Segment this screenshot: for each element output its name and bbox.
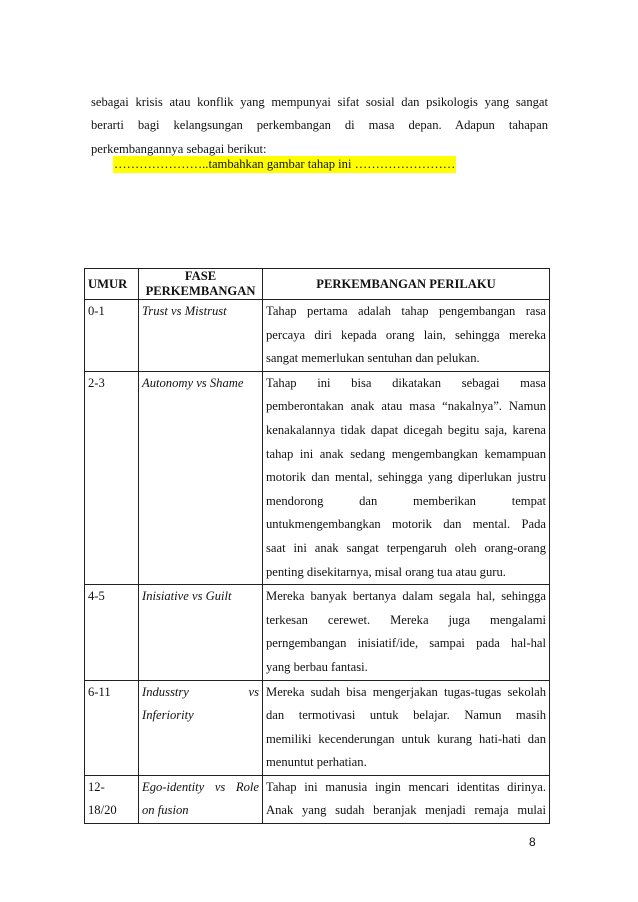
header-fase-line: FASE bbox=[184, 269, 217, 283]
umur-cell bbox=[85, 371, 139, 584]
paragraph-line: sebagai krisis atau konflik yang mempunyai sifat sosial dan psikologis yang sangat bbox=[91, 95, 548, 109]
perilaku-line: Anak yang sudah beranjak menjadi remaja mulai bbox=[266, 803, 546, 818]
perilaku-cell bbox=[263, 585, 550, 680]
perilaku-line: Tahap ini bisa dikatakan sebagai masa bbox=[266, 375, 546, 390]
fase-cell bbox=[139, 680, 263, 775]
perilaku-cell bbox=[263, 680, 550, 775]
fase-line: Inferiority bbox=[142, 708, 194, 723]
perilaku-cell bbox=[263, 371, 550, 584]
perilaku-line: kenakalannya tidak dapat dicegah begitu saja, karena bbox=[266, 422, 546, 437]
perilaku-line: tahap ini anak sedang mengembangkan kemampuan bbox=[266, 446, 546, 461]
perilaku-line: Tahap ini manusia ingin mencari identitas dirinya. bbox=[266, 779, 546, 794]
highlighted-note: …………………..tambahkan gambar tahap ini …………………… bbox=[114, 157, 456, 171]
table-row bbox=[85, 371, 550, 584]
umur-line: 0-1 bbox=[88, 304, 105, 318]
table-row bbox=[85, 775, 550, 823]
header-fase-line: PERKEMBANGAN bbox=[145, 284, 256, 298]
fase-cell bbox=[139, 585, 263, 680]
fase-cell bbox=[139, 371, 263, 584]
fase-line: Ego-identity vs Role bbox=[142, 779, 259, 794]
fase-line: Autonomy vs Shame bbox=[142, 375, 244, 390]
umur-line: 4-5 bbox=[88, 589, 105, 604]
umur-cell bbox=[85, 775, 139, 823]
perilaku-line: menuntut perhatian. bbox=[266, 755, 367, 770]
table-row bbox=[85, 585, 550, 680]
perilaku-line: mendorong dan memberikan tempat bbox=[266, 493, 546, 508]
table-row bbox=[85, 680, 550, 775]
umur-line: 18/20 bbox=[88, 803, 117, 818]
table-header-row bbox=[85, 269, 550, 300]
perilaku-line: yang berbau fantasi. bbox=[266, 659, 368, 674]
fase-cell bbox=[139, 775, 263, 823]
perilaku-line: Mereka sudah bisa mengerjakan tugas-tugas sekolah bbox=[266, 684, 546, 699]
table-row bbox=[85, 300, 550, 372]
header-fase bbox=[139, 269, 263, 300]
perilaku-line: Tahap pertama adalah tahap pengembangan rasa bbox=[266, 304, 546, 318]
header-umur: UMUR bbox=[85, 269, 139, 300]
perilaku-line: Mereka banyak bertanya dalam segala hal, sehingga bbox=[266, 589, 546, 604]
perilaku-line: motorik dan mental, sehingga yang diperlukan justru bbox=[266, 470, 546, 485]
umur-cell bbox=[85, 585, 139, 680]
fase-line: Inisiative vs Guilt bbox=[142, 589, 232, 604]
perilaku-line: perngembangan inisiatif/ide, sampai pada hal-hal bbox=[266, 636, 546, 651]
perilaku-cell bbox=[263, 775, 550, 823]
fase-line: Indusstry vs bbox=[142, 684, 259, 699]
header-perilaku: PERKEMBANGAN PERILAKU bbox=[263, 269, 550, 300]
umur-line: 2-3 bbox=[88, 375, 105, 390]
perilaku-line: saat ini anak sangat terpengaruh oleh orang-orang bbox=[266, 540, 546, 555]
umur-line: 12- bbox=[88, 779, 105, 794]
perilaku-line: memiliki kecenderungan untuk kurang hati-hati dan bbox=[266, 731, 546, 746]
perilaku-line: terkesan cerewet. Mereka juga mengalami bbox=[266, 612, 546, 627]
paragraph-line: perkembangannya sebagai berikut: bbox=[91, 142, 267, 156]
umur-cell bbox=[85, 300, 139, 372]
development-phase-table bbox=[84, 268, 550, 824]
umur-cell bbox=[85, 680, 139, 775]
perilaku-line: pemberontakan anak atau masa “nakalnya”. Namun bbox=[266, 399, 546, 414]
umur-line: 6-11 bbox=[88, 684, 111, 699]
page-number: 8 bbox=[529, 835, 536, 849]
perilaku-cell bbox=[263, 300, 550, 372]
fase-line: on fusion bbox=[142, 803, 189, 818]
perilaku-line: penting disekitarnya, misal orang tua atau guru. bbox=[266, 564, 506, 579]
fase-cell bbox=[139, 300, 263, 372]
perilaku-line: sangat memerlukan sentuhan dan pelukan. bbox=[266, 351, 480, 366]
perilaku-line: dan termotivasi untuk belajar. Namun masih bbox=[266, 708, 546, 723]
paragraph-line: berarti bagi kelangsungan perkembangan di masa depan. Adapun tahapan bbox=[91, 118, 548, 132]
perilaku-line: untukmengembangkan motorik dan mental. Pada bbox=[266, 517, 546, 532]
fase-line: Trust vs Mistrust bbox=[142, 304, 227, 318]
perilaku-line: percaya diri kepada orang lain, sehingga mereka bbox=[266, 327, 546, 342]
